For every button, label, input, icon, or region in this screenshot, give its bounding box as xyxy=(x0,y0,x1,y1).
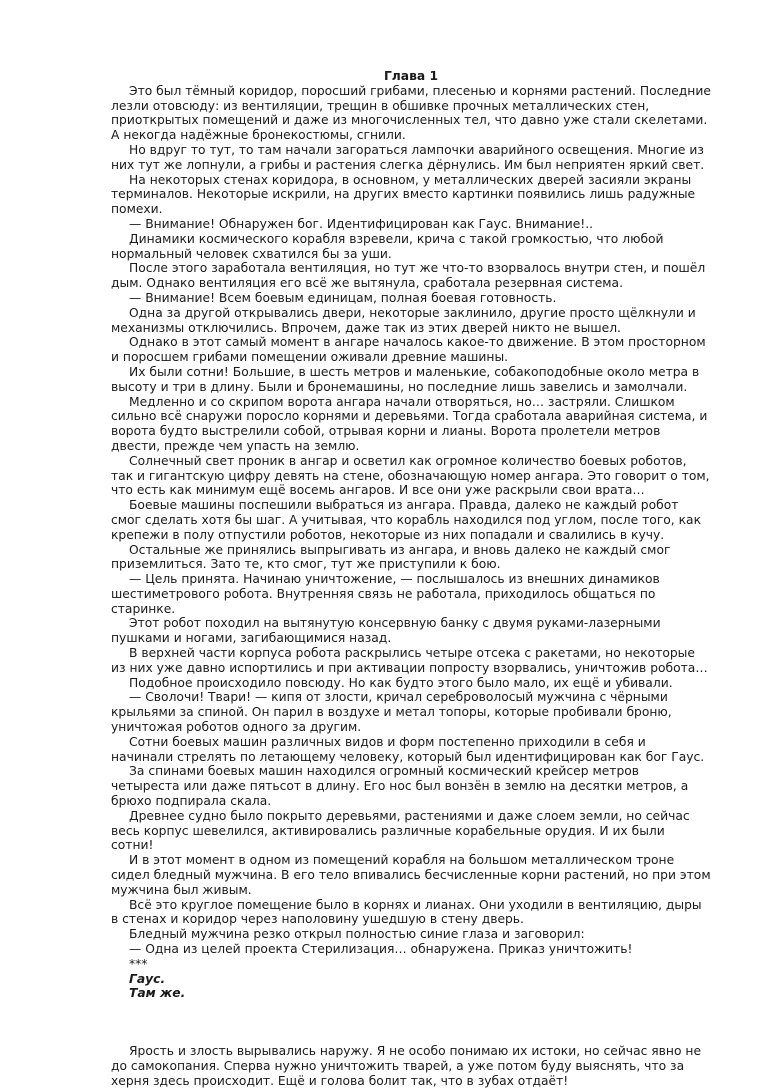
pov-location: Там же. xyxy=(129,986,186,1001)
paragraph: Динамики космического корабля взревели, крича с такой громкостью, что любой нормальный человек схватился бы за уши. xyxy=(111,231,664,261)
chapter-body xyxy=(111,84,711,957)
paragraph: — Одна из целей проекта Стерилизация… обнаружена. Приказ уничтожить! xyxy=(129,942,633,957)
paragraph: Однако в этот самый момент в ангаре началось какое-то движение. В этом просторном и поросшем грибами помещении оживали древние машины. xyxy=(111,335,706,365)
paragraph: За спинами боевых машин находился огромный космический крейсер метров четыреста или даже пятьсот в длину. Его нос был вонзён в землю на десятки метров, а брюхо подпирала скала. xyxy=(111,764,689,809)
chapter-body-continued xyxy=(111,1044,711,1088)
paragraph: Бледный мужчина резко открыл полностью синие глаза и заговорил: xyxy=(129,927,585,942)
paragraph: — Внимание! Обнаружен бог. Идентифицирован как Гаус. Внимание!.. xyxy=(129,216,594,231)
paragraph: Одна за другой открывались двери, некоторые заклинило, другие просто щёлкнули и механизмы отключились. Впрочем, даже так из этих дверей никто не вышел. xyxy=(111,305,696,335)
paragraph: — Цель принята. Начинаю уничтожение, — послышалось из внешних динамиков шестиметрового робота. Внутренняя связь не работала, приходилось общаться по старинке. xyxy=(111,572,660,616)
paragraph: Остальные же принялись выпрыгивать из ангара, и вновь далеко не каждый смог приземлиться. Зато те, кто смог, тут же приступили к бою. xyxy=(111,542,671,572)
section-gap xyxy=(111,1001,711,1044)
paragraph: — Внимание! Всем боевым единицам, полная боевая готовность. xyxy=(129,290,557,305)
paragraph: Это был тёмный коридор, поросший грибами, плесенью и корнями растений. Последние лезли отовсюду: из вентиляции, трещин в обшивке прочных металлических стен, приоткрытых помещений и даже из многочисленных тел, что давно уже стали скелетами. А некогда надёжные бронекостюмы, сгнили. xyxy=(111,83,711,143)
paragraph: — Сволочи! Твари! — кипя от злости, кричал сереброволосый мужчина с чёрными крыльями за спиной. Он парил в воздухе и метал топоры, которые пробивали броню, уничтожая роботов одного за другим. xyxy=(111,690,672,735)
paragraph: На некоторых стенах коридора, в основном, у металлических дверей засияли экраны терминалов. Некоторые искрили, на других вместо картинки появились лишь радужные помехи. xyxy=(111,172,696,217)
paragraph: И в этот момент в одном из помещений корабля на большом металлическом троне сидел бледный мужчина. В его тело впивались бесчисленные корни растений, но при этом мужчина был живым. xyxy=(111,853,711,897)
document-page xyxy=(111,69,711,1089)
paragraph: Ярость и злость вырывались наружу. Я не особо понимаю их истоки, но сейчас явно не до самокопания. Сперва нужно уничтожить тварей, а уже потом буду выяснять, что за херня здесь происходит. Ещё и голова болит так, что в зубах отдаёт! xyxy=(111,1044,702,1088)
paragraph: Всё это круглое помещение было в корнях и лианах. Они уходили в вентиляцию, дыры в стенах и коридор через наполовину ушедшую в стену дверь. xyxy=(111,897,702,927)
paragraph: Но вдруг то тут, то там начали загораться лампочки аварийного освещения. Многие из них тут же лопнули, а грибы и растения слегка дёрнулись. Им был неприятен яркий свет. xyxy=(111,142,705,172)
paragraph: Медленно и со скрипом ворота ангара начали отворяться, но… застряли. Слишком сильно всё снаружи поросло корнями и деревьями. Тогда сработала аварийная система, и ворота будто выстрелили собой, отрывая корни и лианы. Ворота пролетели метров двести, прежде чем упасть на землю. xyxy=(111,394,708,453)
pov-name: Гаус. xyxy=(129,971,166,986)
paragraph: Древнее судно было покрыто деревьями, растениями и даже слоем земли, но сейчас весь корпус шевелился, активировались различные корабельные орудия. И их были сотни! xyxy=(111,808,690,853)
paragraph: После этого заработала вентиляция, но тут же что-то взорвалось внутри стен, и пошёл дым. Однако вентиляция его всё же вытянула, сработала резервная система. xyxy=(111,261,706,291)
paragraph: Их были сотни! Большие, в шесть метров и маленькие, собакоподобные около метра в высоту и три в длину. Были и бронемашины, но последние лишь завелись и замолчали. xyxy=(111,364,700,394)
paragraph: Солнечный свет проник в ангар и осветил как огромное количество боевых роботов, так и гигантскую цифру девять на стене, обозначающую номер ангара. Это говорит о том, что есть как минимум ещё восемь ангаров. И все они уже раскрыли свои врата… xyxy=(111,453,710,498)
paragraph: Этот робот походил на вытянутую консервную банку с двумя руками-лазерными пушками и ногами, загибающимися назад. xyxy=(111,616,661,646)
paragraph: В верхней части корпуса робота раскрылись четыре отсека с ракетами, но некоторые из них уже давно испортились и при активации попросту взорвались, уничтожив робота… xyxy=(111,646,708,675)
section-separator: *** xyxy=(129,956,148,971)
paragraph: Боевые машины поспешили выбраться из ангара. Правда, далеко не каждый робот смог сделать хотя бы шаг. А учитывая, что корабль находился под углом, после того, как крепежи в полу отпустили роботов, некоторые из них попадали и свалились в кучу. xyxy=(111,498,702,542)
paragraph: Подобное происходило повсюду. Но как будто этого было мало, их ещё и убивали. xyxy=(129,675,673,690)
paragraph: Сотни боевых машин различных видов и форм постепенно приходили в себя и начинали стрелять по летающему человеку, который был идентифицирован как бог Гаус. xyxy=(111,734,705,764)
chapter-title: Глава 1 xyxy=(383,69,439,83)
